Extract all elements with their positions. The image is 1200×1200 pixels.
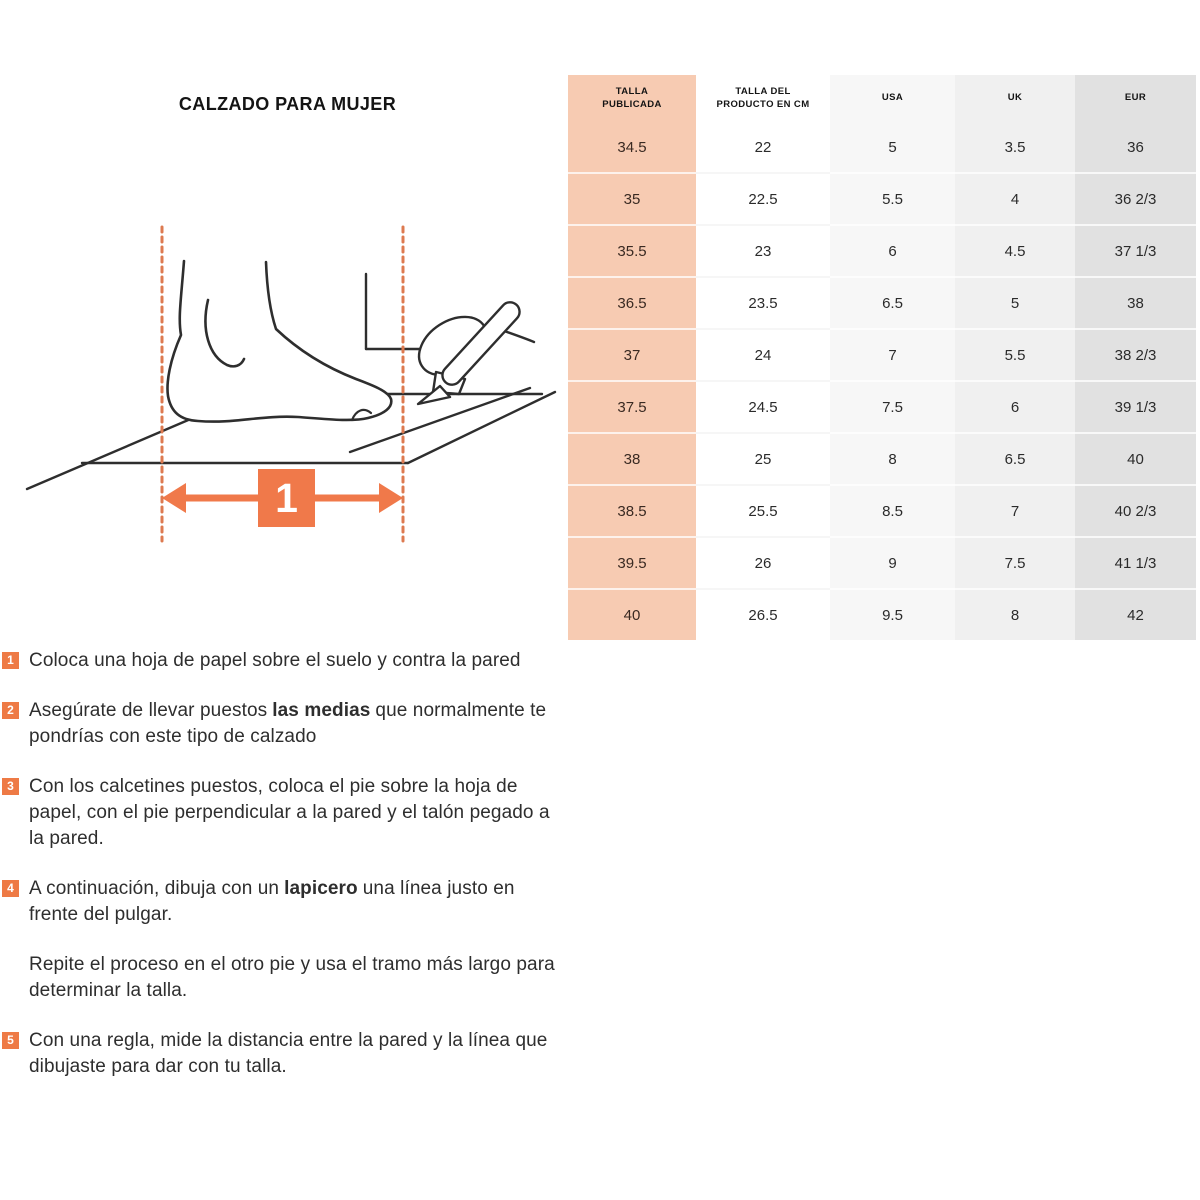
size-cell: 9 [830,537,955,589]
size-cell: 7 [955,485,1075,537]
size-cell: 39 1/3 [1075,381,1196,433]
step-number-badge: 4 [2,880,19,897]
size-cell: 35 [568,173,696,225]
size-cell: 4 [955,173,1075,225]
size-cell: 5 [955,277,1075,329]
size-row [568,277,1196,329]
page-title: CALZADO PARA MUJER [178,94,397,114]
instruction-step [2,1028,562,1080]
size-cell: 40 [568,589,696,640]
size-cell: 5 [830,122,955,173]
size-cell: 35.5 [568,225,696,277]
size-cell: 26.5 [696,589,830,640]
table-header-row [568,75,1196,122]
instruction-text: Con una regla, mide la distancia entre la pared y la línea que dibujaste para dar con tu talla. [29,1030,548,1077]
instruction-step [2,952,562,1004]
instruction-list [2,648,562,1104]
instruction-text: Repite el proceso en el otro pie y usa el tramo más largo para determinar la talla. [29,954,555,1001]
size-cell: 6 [955,381,1075,433]
size-cell: 6 [830,225,955,277]
size-cell: 8 [955,589,1075,640]
size-row [568,225,1196,277]
size-table [568,75,1196,640]
size-row [568,122,1196,173]
instruction-text: Asegúrate de llevar puestos las medias que normalmente te pondrías con este tipo de calzado [29,700,547,747]
size-cell: 38 2/3 [1075,329,1196,381]
size-cell: 25.5 [696,485,830,537]
hand-with-pencil-icon [408,298,534,404]
column-header: EUR [1075,75,1196,122]
size-row [568,537,1196,589]
size-cell: 6.5 [830,277,955,329]
foot-illustration [168,261,392,422]
measurement-step-label: 1 [275,475,298,521]
size-row [568,433,1196,485]
size-cell: 39.5 [568,537,696,589]
step-number-badge: 2 [2,702,19,719]
size-row [568,589,1196,640]
instruction-step [2,648,562,674]
instruction-step [2,774,562,852]
size-cell: 8 [830,433,955,485]
instruction-bold-word: las medias [272,700,371,721]
measurement-arrow [162,469,403,527]
size-cell: 34.5 [568,122,696,173]
size-cell: 38 [568,433,696,485]
size-cell: 4.5 [955,225,1075,277]
size-cell: 36 [1075,122,1196,173]
size-row [568,485,1196,537]
size-cell: 40 [1075,433,1196,485]
size-cell: 22.5 [696,173,830,225]
column-header: USA [830,75,955,122]
size-row [568,381,1196,433]
size-cell: 37.5 [568,381,696,433]
size-cell: 24.5 [696,381,830,433]
instruction-text: Coloca una hoja de papel sobre el suelo y contra la pared [29,650,521,671]
size-cell: 42 [1075,589,1196,640]
step-number-badge: 1 [2,652,19,669]
instruction-step [2,698,562,750]
size-cell: 5.5 [830,173,955,225]
size-cell: 40 2/3 [1075,485,1196,537]
instruction-text: A continuación, dibuja con un lapicero una línea justo en frente del pulgar. [29,878,515,925]
instruction-step [2,876,562,928]
size-cell: 36.5 [568,277,696,329]
size-cell: 24 [696,329,830,381]
size-cell: 7.5 [955,537,1075,589]
size-cell: 3.5 [955,122,1075,173]
size-cell: 7 [830,329,955,381]
size-cell: 8.5 [830,485,955,537]
size-row [568,329,1196,381]
column-header: UK [955,75,1075,122]
instruction-bold-word: lapicero [284,878,358,899]
size-cell: 37 [568,329,696,381]
size-row [568,173,1196,225]
size-cell: 25 [696,433,830,485]
size-cell: 7.5 [830,381,955,433]
size-cell: 26 [696,537,830,589]
size-cell: 22 [696,122,830,173]
size-cell: 6.5 [955,433,1075,485]
size-cell: 37 1/3 [1075,225,1196,277]
column-header: TALLA DEL PRODUCTO EN CM [696,75,830,122]
size-cell: 23 [696,225,830,277]
size-cell: 38 [1075,277,1196,329]
column-header: TALLA PUBLICADA [568,75,696,122]
step-number-badge: 3 [2,778,19,795]
step-number-badge: 5 [2,1032,19,1049]
size-cell: 38.5 [568,485,696,537]
size-cell: 23.5 [696,277,830,329]
instruction-text: Con los calcetines puestos, coloca el pie sobre la hoja de papel, con el pie perpendicular a la pared y el talón pegado a la pared. [29,776,550,849]
size-cell: 9.5 [830,589,955,640]
size-cell: 41 1/3 [1075,537,1196,589]
foot-measurement-diagram [20,215,560,550]
size-cell: 5.5 [955,329,1075,381]
size-cell: 36 2/3 [1075,173,1196,225]
